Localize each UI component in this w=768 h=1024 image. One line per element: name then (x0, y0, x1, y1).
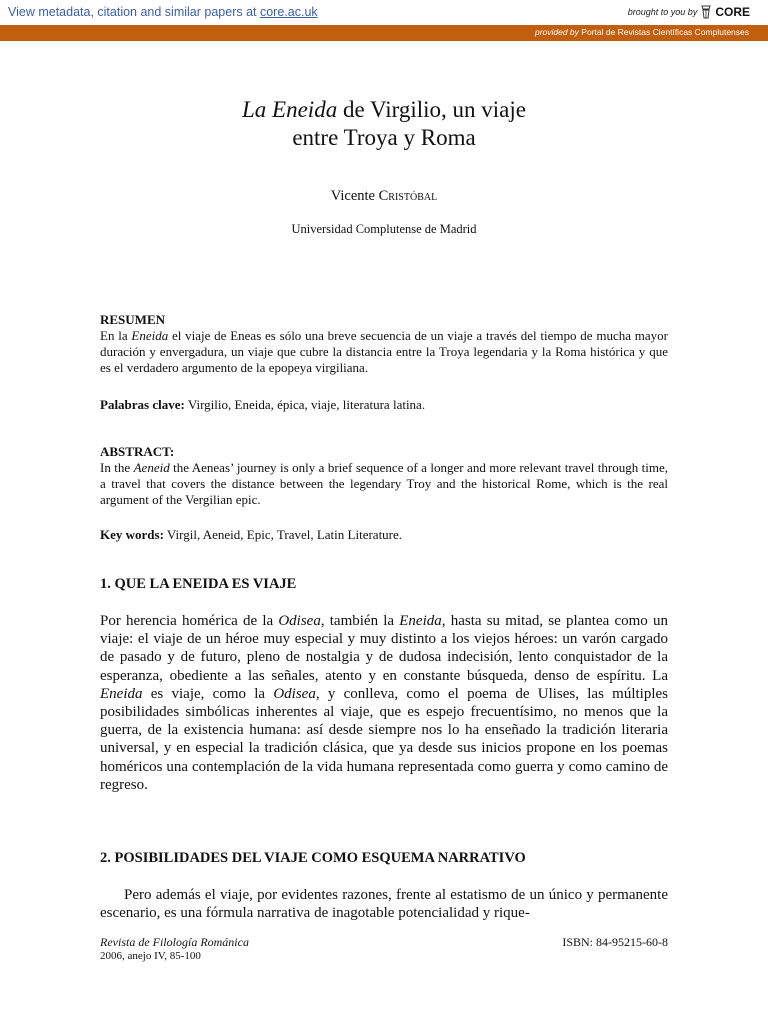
core-logo-icon (700, 5, 712, 19)
article-title (0, 96, 768, 152)
s1-italic-4: Odisea (273, 685, 316, 702)
abstract-block (100, 444, 668, 508)
section1-heading: 1. QUE LA ENEIDA ES VIAJE (100, 576, 297, 592)
section2-paragraph: Pero además el viaje, por evidentes razones, frente al estatismo de un único y permanente escenario, es una fórmula narrativa de inagotable potencialidad y rique- (100, 887, 668, 922)
resumen-text-b: el viaje de Eneas es sólo una breve secuencia de un viaje a través del tiempo de mucha mayor duración y envergadura, un viaje que cubre la distancia entre la Troya legendaria y la Roma histórica y que es el verdadero argumento de la epopeya virgiliana. (100, 328, 668, 375)
core-brought-by[interactable] (628, 5, 750, 19)
brought-by-text: brought to you by (627, 7, 698, 17)
footer-issue: 2006, anejo IV, 85-100 (100, 950, 201, 962)
section1-paragraph (100, 612, 668, 794)
core-url[interactable]: core.ac.uk (259, 5, 318, 19)
s1-text-1: Por herencia homérica de la (100, 613, 279, 629)
abstract-text-italic: Aeneid (133, 460, 170, 475)
page-footer (100, 935, 668, 963)
abstract-heading: ABSTRACT: (100, 444, 175, 459)
author-last: Cristóbal (378, 188, 438, 204)
affiliation: Universidad Complutense de Madrid (291, 222, 477, 236)
s1-italic-1: Odisea (278, 613, 321, 629)
palabras-clave-label: Palabras clave: (100, 397, 185, 412)
s1-text-3: , hasta su mitad, se plantea como un viaje: el viaje de un héroe muy especial y muy distinto a los viejos héroes: un varón cargado de pasado y de futuro, pleno de nostalgia y de dudosa indecisión, lento conquistador de la esperanza, obediente a las señales, atento y en constante búsqueda, denso de espíritu. La (100, 613, 668, 684)
resumen-block (100, 312, 668, 376)
core-metadata-link[interactable] (8, 5, 318, 19)
abstract-text-b: the Aeneas’ journey is only a brief sequence of a longer and more relevant travel through time, a travel that covers the distance between the legendary Troy and the historical Rome, which is the real argument of the Vergilian epic. (100, 460, 668, 507)
palabras-clave (100, 397, 668, 413)
title-rest: de Virgilio, un viaje (337, 97, 526, 122)
title-italic: La Eneida (242, 97, 338, 122)
s1-text-5: , y conlleva, como el poema de Ulises, las múltiples posibilidades simbólicas inherentes al viaje, que es espejo frecuentísimo, no menos que la guerra, de la existencia humana: así desde siempre nos lo ha enseñado la tradición literaria universal, y en especial la tradición clásica, que ya desde sus inicios propone en los poemas homéricos una contemplación de la vida humana representada como guerra y como camino de regreso. (100, 685, 668, 793)
key-words (100, 527, 668, 543)
author-first: Vicente (330, 188, 379, 204)
resumen-heading: RESUMEN (100, 312, 166, 327)
provided-by-label: provided by (534, 27, 579, 37)
core-banner (0, 0, 768, 26)
footer-isbn: ISBN: 84-95215-60-8 (562, 935, 668, 949)
provided-by-bar (0, 25, 768, 41)
abstract-text-a: In the (100, 460, 134, 475)
section2-heading: 2. POSIBILIDADES DEL VIAJE COMO ESQUEMA NARRATIVO (100, 850, 526, 866)
core-link-prefix[interactable]: View metadata, citation and similar papers at (8, 5, 260, 19)
resumen-text-a: En la (100, 328, 132, 343)
key-words-text: Virgil, Aeneid, Epic, Travel, Latin Literature. (163, 527, 403, 542)
s1-text-4: es viaje, como la (142, 685, 274, 702)
provider-name[interactable]: Portal de Revistas Científicas Complutenses (578, 27, 749, 37)
author (0, 188, 768, 205)
s1-italic-2: Eneida (399, 613, 442, 629)
title-line2: entre Troya y Roma (292, 125, 476, 150)
key-words-label: Key words: (100, 527, 164, 542)
core-logo-text: CORE (715, 5, 750, 19)
provided-by-text[interactable] (535, 27, 749, 37)
footer-journal: Revista de Filología Románica (100, 935, 249, 949)
resumen-text-italic: Eneida (131, 328, 169, 343)
s1-text-2: , también la (320, 613, 400, 629)
palabras-clave-text: Virgilio, Eneida, épica, viaje, literatura latina. (184, 397, 426, 412)
s1-italic-3: Eneida (100, 685, 143, 702)
